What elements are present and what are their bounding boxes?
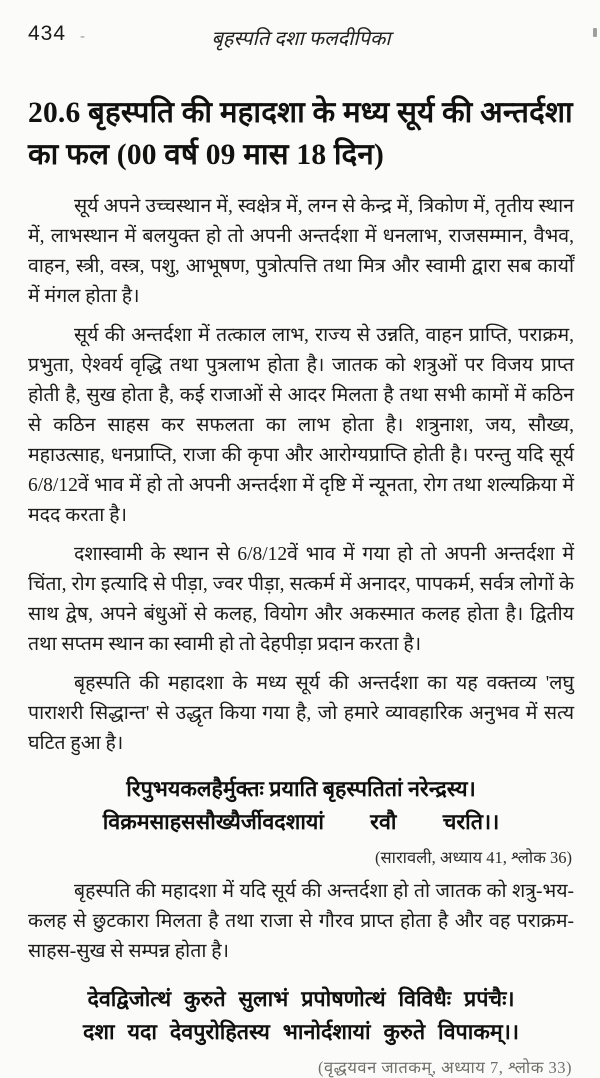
sanskrit-verse-2 <box>28 983 574 1049</box>
verse-attribution-1: (सारावली, अध्याय 41, श्लोक 36) <box>375 848 572 867</box>
section-heading: 20.6 बृहस्पति की महादशा के मध्य सूर्य की अन्तर्दशा का फल (00 वर्ष 09 मास 18 दिन) <box>28 97 573 171</box>
body-text <box>28 877 574 967</box>
scan-artifact-dash: - <box>80 28 86 45</box>
book-title: बृहस्पति दशा फलदीपिका <box>211 28 391 50</box>
paragraph: सूर्य अपने उच्चस्थान में, स्वक्षेत्र में, लग्न से केन्द्र में, त्रिकोण में, तृतीय स्थान में, लाभस्थान में बलयुक्त हो तो अपनी अन्तर्दशा में धनलाभ, राजसम्मान, वैभव, वाहन, स्त्री, वस्त्र, पशु, आभूषण, पुत्रोत्पत्ति तथा मित्र और स्वामी द्वारा सब कार्यों में मंगल होता है। <box>28 196 574 307</box>
verse-attribution-2: (वृद्धयवन जातकम्, अध्याय 7, श्लोक 33) <box>318 1058 572 1077</box>
running-header <box>28 22 574 52</box>
body-text <box>28 192 574 759</box>
verse-line: देवद्विजोत्थं कुरुते सुलाभं प्रपोषणोत्थं विविधैः प्रपंचैः। <box>87 987 515 1011</box>
verse-line: दशा यदा देवपुरोहितस्य भानोर्दशायां कुरुते विपाकम्।। <box>82 1020 519 1044</box>
page-number: 434 <box>28 22 67 45</box>
sanskrit-verse-1 <box>34 773 568 839</box>
paragraph: सूर्य की अन्तर्दशा में तत्काल लाभ, राज्य से उन्नति, वाहन प्राप्ति, पराक्रम, प्रभुता, ऐश्वर्य वृद्धि तथा पुत्रलाभ होता है। जातक को शत्रुओं पर विजय प्राप्त होती है, सुख होता है, कई राजाओं से आदर मिलता है तथा सभी कामों में कठिन से कठिन साहस कर सफलता का लाभ होता है। शत्रुनाश, जय, सौख्य, महाउत्साह, धनप्राप्ति, राजा की कृपा और आरोग्यप्राप्ति होती है। परन्तु यदि सूर्य 6/8/12वें भाव में हो तो अपनी अन्तर्दशा में दृष्टि में न्यूनता, रोग तथा शल्यक्रिया में मदद करता है। <box>28 325 574 526</box>
verse-line: रिपुभयकलहैर्मुक्तः प्रयाति बृहस्पतितां नरेन्द्रस्य। <box>126 777 476 801</box>
verse-line: विक्रमसाहससौख्यैर्जीवदशायां रवौ चरति।। <box>102 810 500 834</box>
paragraph: बृहस्पति की महादशा के मध्य सूर्य की अन्तर्दशा का यह वक्तव्य 'लघु पाराशरी सिद्धान्त' से उद्धृत किया गया है, जो हमारे व्यावहारिक अनुभव में सत्य घटित हुआ है। <box>28 673 574 754</box>
paragraph: दशास्वामी के स्थान से 6/8/12वें भाव में गया हो तो अपनी अन्तर्दशा में चिंता, रोग इत्यादि से पीड़ा, ज्वर पीड़ा, सत्कर्म में अनादर, पापकर्म, सर्वत्र लोगों के साथ द्वेष, अपने बंधुओं से कलह, वियोग और अकस्मात कलह होता है। द्वितीय तथा सप्तम स्थान का स्वामी हो तो देहपीड़ा प्रदान करता है। <box>28 544 574 655</box>
scan-speck <box>593 28 597 37</box>
paragraph: बृहस्पति की महादशा में यदि सूर्य की अन्तर्दशा हो तो जातक को शत्रु-भय-कलह से छुटकारा मिलता है तथा राजा से गौरव प्राप्त होता है और वह पराक्रम-साहस-सुख से सम्पन्न होता है। <box>28 881 574 962</box>
